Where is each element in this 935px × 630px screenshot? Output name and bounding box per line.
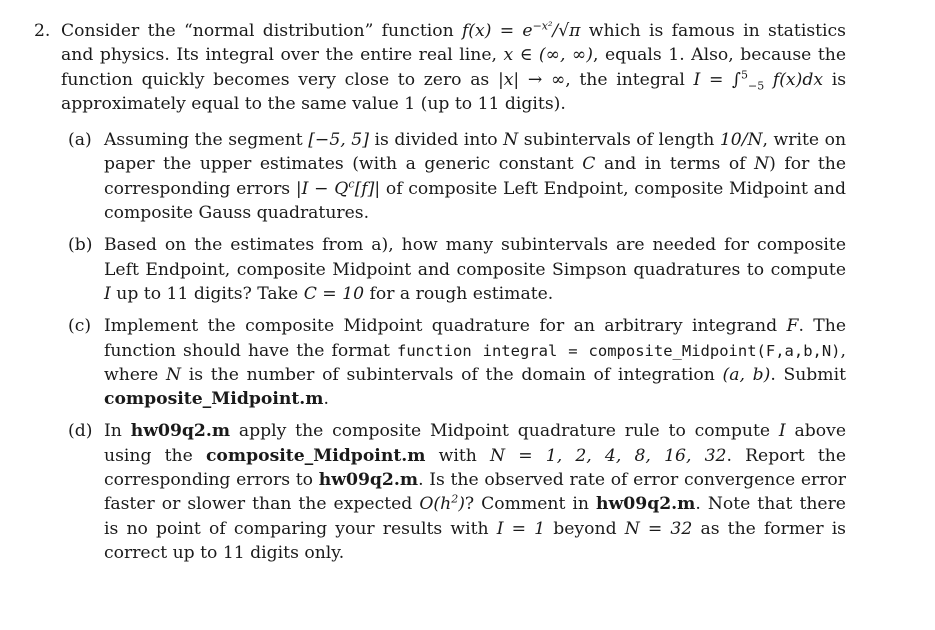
problem-2 — [34, 19, 846, 573]
math-length: 10/N — [719, 130, 763, 151]
part-text: above using the — [104, 421, 846, 466]
intro-text: Consider the “normal distribution” function — [61, 21, 462, 41]
math-i: I — [104, 283, 111, 304]
part-c — [68, 314, 846, 411]
part-label: (b) — [68, 235, 93, 256]
part-text: of composite Left Endpoint, composite Midpoint and composite Gauss quadratures. — [104, 178, 846, 224]
filename: hw09q2.m — [130, 421, 231, 442]
part-text: ) for the corresponding errors — [104, 154, 846, 199]
limit-expression: |x| → ∞ — [497, 69, 566, 90]
integral-lhs: I = ∫ — [693, 69, 741, 90]
part-text: with — [425, 445, 490, 466]
math-superscript: c — [348, 177, 355, 191]
intro-text: , the integral — [565, 69, 694, 90]
part-label: (d) — [68, 421, 93, 442]
part-text: Based on the estimates from a), how many subintervals are needed for composite Left Endpoint, composite Midpoint and composite Simpson quadratures to compute — [104, 235, 846, 280]
filename: hw09q2.m — [595, 494, 696, 515]
part-text: subintervals of length — [518, 130, 720, 151]
part-a — [68, 128, 847, 225]
integrand: f(x)dx — [764, 69, 824, 90]
problem-intro — [61, 19, 846, 116]
part-text: . Report the corresponding errors to — [104, 445, 846, 491]
math-i: I — [778, 421, 786, 442]
math-n-limit: N = 32 — [624, 518, 693, 539]
math-n: N — [754, 154, 770, 175]
filename: hw09q2.m — [318, 470, 419, 491]
problem-number: 2. — [34, 21, 51, 41]
part-text: . — [323, 389, 329, 410]
intro-text: which is famous in statistics and physics. Its integral over the entire real line, — [61, 21, 846, 66]
part-b — [68, 233, 846, 306]
domain-expression: x ∈ (∞, ∞) — [503, 45, 593, 66]
math-c-value: C = 10 — [303, 283, 365, 304]
math-interval: (a, b) — [722, 364, 771, 385]
part-text: for a rough estimate. — [364, 283, 554, 304]
filename: composite_Midpoint.m — [205, 445, 426, 466]
part-d — [68, 419, 847, 565]
math-n: N — [503, 130, 519, 151]
function-definition: f(x) = e — [461, 21, 533, 41]
math-n: N — [166, 364, 182, 385]
part-text: In — [104, 421, 131, 442]
part-text: up to 11 digits? Take — [110, 283, 304, 304]
part-text: . The function should have the format — [104, 316, 846, 361]
part-text: and in terms of — [595, 154, 755, 175]
part-text: beyond — [545, 518, 625, 539]
part-text: is the number of subintervals of the domain of integration — [181, 364, 723, 385]
part-label: (c) — [68, 316, 92, 337]
math-error-end: [f]| — [354, 178, 381, 199]
part-text: ? Comment in — [464, 494, 596, 515]
integral-upper-limit: 5 — [740, 67, 748, 81]
math-big-o: O(h — [419, 494, 452, 515]
intro-text: , equals 1. Also, because the function quickly becomes very close to zero as — [61, 45, 846, 90]
part-text: is divided into — [368, 130, 504, 151]
math-error: |I − Q — [295, 178, 349, 199]
part-text: as the former is correct up to 11 digits only. — [104, 518, 847, 563]
part-text: apply the composite Midpoint quadrature rule to compute — [230, 421, 779, 442]
integral-lower-limit: −5 — [747, 79, 765, 93]
math-f: F — [786, 316, 799, 337]
part-text: Implement the composite Midpoint quadrature for an arbitrary integrand — [104, 316, 787, 337]
code-signature: function integral = composite_Midpoint(F,a,b,N) — [397, 341, 841, 360]
part-label: (a) — [68, 130, 92, 151]
filename: composite_Midpoint.m — [104, 389, 324, 410]
math-c: C — [582, 154, 596, 175]
part-text: , where — [104, 340, 846, 385]
math-i-equals: I = 1 — [496, 518, 546, 539]
parts-list — [34, 128, 846, 565]
part-text: . Is the observed rate of error convergence error faster or slower than the expected — [104, 470, 846, 515]
math-superscript: 2 — [451, 492, 459, 506]
part-text: , write on paper the upper estimates (with a generic constant — [104, 130, 847, 175]
part-text: . Submit — [770, 364, 846, 385]
math-n-values: N = 1, 2, 4, 8, 16, 32 — [489, 445, 727, 466]
math-big-o-end: ) — [458, 494, 465, 515]
sqrt-pi: /√π — [552, 21, 581, 41]
part-text: Assuming the segment — [104, 130, 309, 151]
math-segment: [−5, 5] — [308, 130, 369, 151]
intro-text: is approximately equal to the same value 1 (up to 11 digits). — [61, 69, 847, 114]
part-text: . Note that there is no point of comparing your results with — [104, 494, 846, 539]
exponent: −x² — [532, 19, 553, 33]
